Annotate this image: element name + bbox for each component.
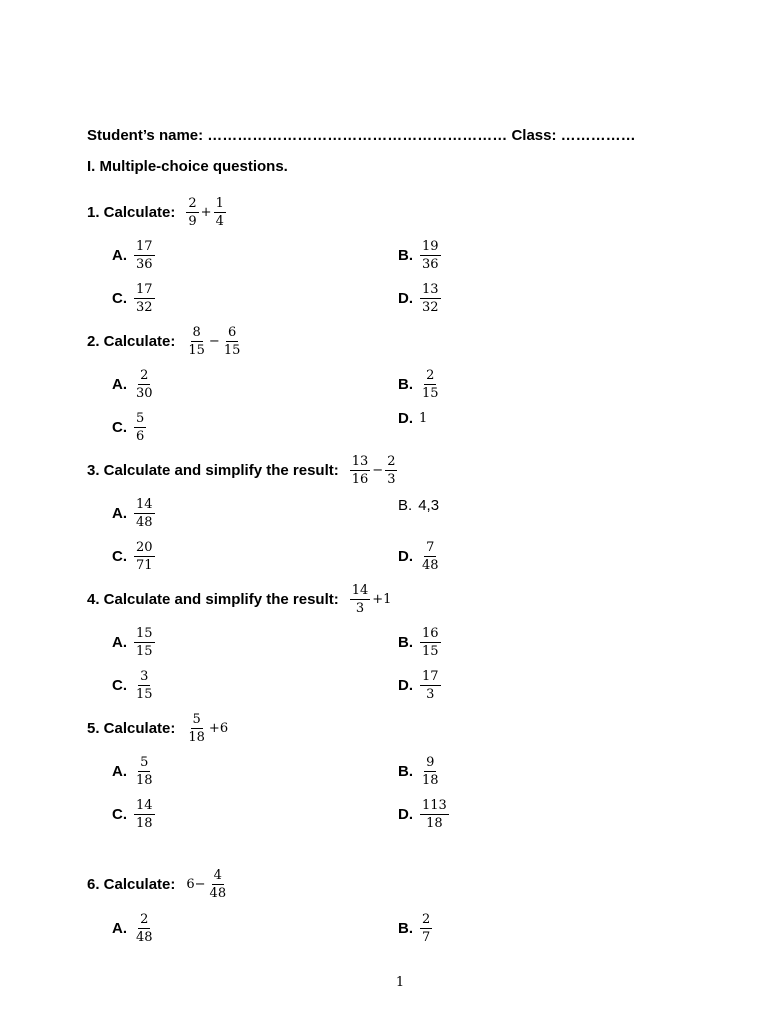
denominator: 15 xyxy=(223,342,241,358)
option-label: B. xyxy=(398,919,413,937)
option-fraction xyxy=(420,541,441,572)
numerator: 2 xyxy=(426,367,435,383)
operator: +1 xyxy=(372,591,392,607)
denominator: 9 xyxy=(188,213,197,229)
numerator: 20 xyxy=(136,539,153,555)
option-3c[interactable] xyxy=(112,536,156,576)
option-label: D. xyxy=(398,676,413,694)
denominator: 15 xyxy=(136,686,153,702)
option-6a[interactable] xyxy=(112,908,156,948)
numerator: 7 xyxy=(426,539,435,555)
question-expression xyxy=(185,869,229,900)
denominator: 3 xyxy=(355,600,365,616)
denominator: 7 xyxy=(422,929,431,945)
denominator: 3 xyxy=(387,471,396,487)
fraction xyxy=(208,869,229,900)
fraction xyxy=(350,584,371,615)
option-fraction xyxy=(420,369,441,400)
question-label: 6. Calculate: xyxy=(87,875,176,893)
operator: − xyxy=(208,333,220,349)
option-fraction xyxy=(134,756,155,787)
fraction xyxy=(214,197,226,228)
option-label: B. xyxy=(398,762,413,780)
option-6b[interactable] xyxy=(398,908,433,948)
question-5 xyxy=(87,708,229,748)
option-fraction xyxy=(420,283,441,314)
option-1a[interactable] xyxy=(112,235,156,275)
option-label: A. xyxy=(112,919,127,937)
option-fraction xyxy=(134,412,146,443)
fraction xyxy=(186,326,207,357)
numerator: 1 xyxy=(215,195,224,211)
numerator: 113 xyxy=(422,797,447,813)
numerator: 15 xyxy=(136,625,153,641)
option-fraction xyxy=(134,627,155,658)
question-label: 2. Calculate: xyxy=(87,332,176,350)
option-1d[interactable] xyxy=(398,278,442,318)
numerator: 17 xyxy=(422,668,439,684)
fraction xyxy=(350,455,371,486)
option-fraction xyxy=(134,799,155,830)
operator: 6− xyxy=(186,876,206,892)
numerator: 2 xyxy=(422,911,431,927)
option-label: A. xyxy=(112,762,127,780)
denominator: 36 xyxy=(422,256,439,272)
student-info-line: Student’s name: …………………………………………………… Class: …………… xyxy=(87,127,636,144)
option-2c[interactable] xyxy=(112,407,147,447)
option-fraction xyxy=(134,369,155,400)
option-2d[interactable] xyxy=(398,398,427,438)
numerator: 13 xyxy=(351,453,369,469)
option-fraction xyxy=(134,541,155,572)
question-label: 4. Calculate and simplify the result: xyxy=(87,590,339,608)
page-number: 1 xyxy=(395,975,405,990)
option-label: B. xyxy=(398,246,413,264)
option-fraction xyxy=(420,670,441,701)
denominator: 6 xyxy=(136,428,145,444)
option-4b[interactable] xyxy=(398,622,442,662)
option-label: B. xyxy=(398,633,413,651)
option-label: A. xyxy=(112,246,127,264)
numerator: 8 xyxy=(192,324,201,340)
operator: + xyxy=(200,204,212,220)
option-label: D. xyxy=(398,409,413,427)
option-label: D. xyxy=(398,547,413,565)
denominator: 30 xyxy=(136,385,153,401)
option-label: C. xyxy=(112,805,127,823)
option-label: C. xyxy=(112,676,127,694)
option-1c[interactable] xyxy=(112,278,156,318)
option-fraction xyxy=(134,498,155,529)
option-5c[interactable] xyxy=(112,794,156,834)
option-fraction xyxy=(134,283,155,314)
question-1 xyxy=(87,192,227,232)
numerator: 6 xyxy=(227,324,237,340)
fraction xyxy=(186,713,207,744)
option-fraction xyxy=(420,240,441,271)
question-expression xyxy=(349,584,393,615)
denominator: 18 xyxy=(136,772,153,788)
question-6 xyxy=(87,864,229,904)
denominator: 32 xyxy=(136,299,153,315)
numerator: 14 xyxy=(351,582,369,598)
question-label: 3. Calculate and simplify the result: xyxy=(87,461,339,479)
numerator: 14 xyxy=(136,496,153,512)
option-fraction xyxy=(420,627,441,658)
option-fraction xyxy=(134,913,155,944)
option-fraction xyxy=(420,799,449,830)
option-5a[interactable] xyxy=(112,751,156,791)
fraction xyxy=(186,197,198,228)
question-3 xyxy=(87,450,398,490)
denominator: 71 xyxy=(136,557,153,573)
denominator: 15 xyxy=(422,385,439,401)
numerator: 17 xyxy=(136,281,153,297)
question-4 xyxy=(87,579,392,619)
numerator: 16 xyxy=(422,625,439,641)
option-label: A. xyxy=(112,504,127,522)
numerator: 2 xyxy=(140,911,149,927)
option-label: C. xyxy=(112,547,127,565)
denominator: 18 xyxy=(136,815,153,831)
option-3d[interactable] xyxy=(398,536,442,576)
question-label: 1. Calculate: xyxy=(87,203,176,221)
denominator: 3 xyxy=(426,686,435,702)
option-fraction xyxy=(420,913,432,944)
option-5d[interactable] xyxy=(398,794,450,834)
option-4d[interactable] xyxy=(398,665,442,705)
option-label: A. xyxy=(112,633,127,651)
denominator: 48 xyxy=(422,557,439,573)
numerator: 17 xyxy=(136,238,153,254)
option-value: 4,3 xyxy=(418,496,440,514)
numerator: 19 xyxy=(422,238,439,254)
denominator: 18 xyxy=(188,729,205,745)
option-1b[interactable] xyxy=(398,235,442,275)
denominator: 18 xyxy=(422,772,439,788)
option-2a[interactable] xyxy=(112,364,156,404)
numerator: 4 xyxy=(213,867,222,883)
question-expression xyxy=(185,713,229,744)
fraction xyxy=(222,326,243,357)
denominator: 18 xyxy=(426,815,443,831)
denominator: 36 xyxy=(136,256,153,272)
option-label: D. xyxy=(398,805,413,823)
section-title: I. Multiple-choice questions. xyxy=(87,158,288,175)
option-fraction xyxy=(420,756,441,787)
denominator: 15 xyxy=(136,643,153,659)
numerator: 5 xyxy=(140,754,149,770)
denominator: 32 xyxy=(422,299,439,315)
numerator: 2 xyxy=(188,195,197,211)
operator: +6 xyxy=(208,720,229,736)
option-label: A. xyxy=(112,375,127,393)
numerator: 3 xyxy=(140,668,149,684)
option-3b[interactable] xyxy=(398,485,439,525)
question-2 xyxy=(87,321,243,361)
question-expression xyxy=(349,455,399,486)
numerator: 5 xyxy=(136,410,145,426)
denominator: 15 xyxy=(422,643,439,659)
option-4c[interactable] xyxy=(112,665,156,705)
denominator: 48 xyxy=(209,885,227,901)
numerator: 2 xyxy=(387,453,396,469)
denominator: 48 xyxy=(136,514,153,530)
question-label: 5. Calculate: xyxy=(87,719,176,737)
question-expression xyxy=(185,326,243,357)
denominator: 48 xyxy=(136,929,153,945)
option-label: C. xyxy=(112,289,127,307)
question-expression xyxy=(185,197,226,228)
denominator: 4 xyxy=(215,213,224,229)
numerator: 5 xyxy=(192,711,201,727)
numerator: 14 xyxy=(136,797,153,813)
option-fraction xyxy=(134,240,155,271)
operator: − xyxy=(372,462,384,478)
option-label: C. xyxy=(112,418,127,436)
option-fraction xyxy=(134,670,155,701)
numerator: 2 xyxy=(140,367,149,383)
fraction xyxy=(385,455,397,486)
denominator: 16 xyxy=(351,471,369,487)
numerator: 13 xyxy=(422,281,439,297)
denominator: 15 xyxy=(188,342,205,358)
option-label: D. xyxy=(398,289,413,307)
option-label: B. xyxy=(398,496,413,514)
option-value: 1 xyxy=(419,410,428,426)
option-label: B. xyxy=(398,375,413,393)
numerator: 9 xyxy=(426,754,435,770)
option-3a[interactable] xyxy=(112,493,156,533)
option-4a[interactable] xyxy=(112,622,156,662)
option-5b[interactable] xyxy=(398,751,442,791)
